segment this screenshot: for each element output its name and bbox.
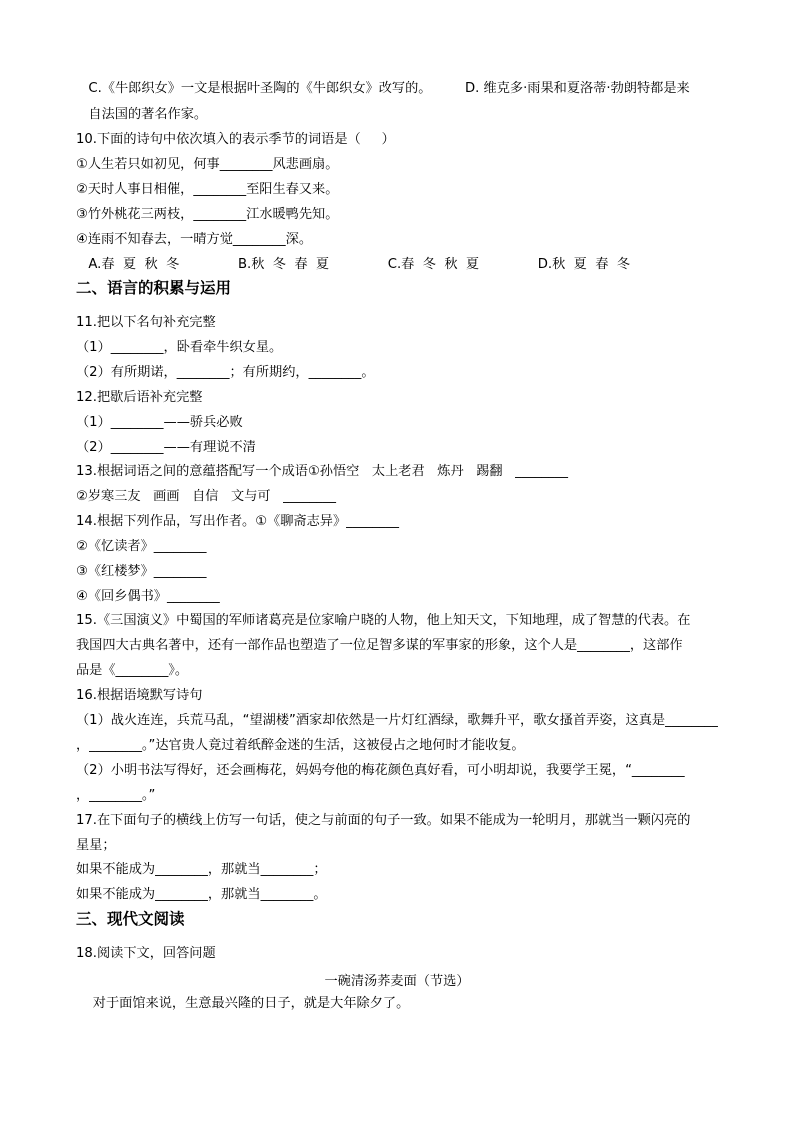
q15-line-2: 我国四大古典名著中，还有一部作品也塑造了一位足智多谋的军事家的形象，这个人是________，这部作 xyxy=(76,638,683,653)
section-3-heading: 三、现代文阅读 xyxy=(76,910,185,928)
q10-options: A.春 夏 秋 冬 B.秋 冬 春 夏 C.春 冬 秋 夏 D.秋 夏 春 冬 xyxy=(80,257,631,272)
passage-title: 一碗清汤荞麦面（节选） xyxy=(324,974,470,989)
q15-line-1: 15.《三国演义》中蜀国的军师诸葛亮是位家喻户晓的人物，他上知天文，下知地理，成了智慧的代表。在 xyxy=(76,613,691,628)
q17-stem: 17.在下面句子的横线上仿写一句话，使之与前面的句子一致。如果不能成为一轮明月，那就当一颗闪亮的 xyxy=(76,813,691,828)
q17-stem-continued: 星星； xyxy=(76,838,116,853)
q10-line-4: ④连雨不知春去，一晴方觉________深。 xyxy=(76,232,313,247)
q12-item-2: （2）________——有理说不清 xyxy=(76,440,256,455)
q14-item-4: ④《回乡偶书》________ xyxy=(76,589,220,604)
q14-item-2: ②《忆读者》________ xyxy=(76,539,207,554)
q13-item-2: ②岁寒三友 画画 自信 文与可 ________ xyxy=(76,489,336,504)
q17-blank-2: 如果不能成为________，那就当________。 xyxy=(76,887,327,902)
q16-stem: 16.根据语境默写诗句 xyxy=(76,688,203,703)
q15-line-3: 品是《________》。 xyxy=(76,663,189,678)
q12-item-1: （1）________——骄兵必败 xyxy=(76,415,243,430)
q16-item-2: （2）小明书法写得好，还会画梅花，妈妈夸他的梅花颜色真好看，可小明却说，我要学王冕，“________ xyxy=(76,763,685,778)
q9-option-d-continued: 自法国的著名作家。 xyxy=(80,107,208,122)
q11-item-2: （2）有所期诺，________；有所期约，________。 xyxy=(76,365,375,380)
passage-paragraph-1: 对于面馆来说，生意最兴隆的日子，就是大年除夕了。 xyxy=(76,996,410,1011)
q16-item-1-continued: ，________。”达官贵人竟过着纸醉金迷的生活，这被侵占之地何时才能收复。 xyxy=(76,738,525,753)
q16-item-1: （1）战火连连，兵荒马乱，“望湖楼”酒家却依然是一片灯红酒绿，歌舞升平，歌女搔首弄姿，这真是________ xyxy=(76,713,718,728)
q14-item-3: ③《红楼梦》________ xyxy=(76,564,207,579)
q18-stem: 18.阅读下文，回答问题 xyxy=(76,946,216,961)
q11-item-1: （1）________，卧看牵牛织女星。 xyxy=(76,340,283,355)
q11-stem: 11.把以下名句补充完整 xyxy=(76,315,216,330)
q13-stem: 13.根据词语之间的意蕴搭配写一个成语①孙悟空 太上老君 炼丹 踢翻 ________ xyxy=(76,464,568,479)
q16-item-2-continued: ，________。” xyxy=(76,788,156,803)
q10-line-3: ③竹外桃花三两枝，________江水暖鸭先知。 xyxy=(76,207,339,222)
q14-stem: 14.根据下列作品，写出作者。①《聊斋志异》________ xyxy=(76,514,399,529)
q17-blank-1: 如果不能成为________，那就当________； xyxy=(76,862,327,877)
q10-stem: 10.下面的诗句中依次填入的表示季节的词语是（ ） xyxy=(76,132,395,147)
q9-option-c-d: C.《牛郎织女》一文是根据叶圣陶的《牛郎织女》改写的。 D. 维克多·雨果和夏洛蒂·勃朗特都是来 xyxy=(80,81,690,96)
section-2-heading: 二、语言的积累与运用 xyxy=(76,279,232,297)
q10-line-2: ②天时人事日相催，________至阳生春又来。 xyxy=(76,182,339,197)
q10-line-1: ①人生若只如初见，何事________风悲画扇。 xyxy=(76,157,339,172)
q12-stem: 12.把歇后语补充完整 xyxy=(76,390,203,405)
